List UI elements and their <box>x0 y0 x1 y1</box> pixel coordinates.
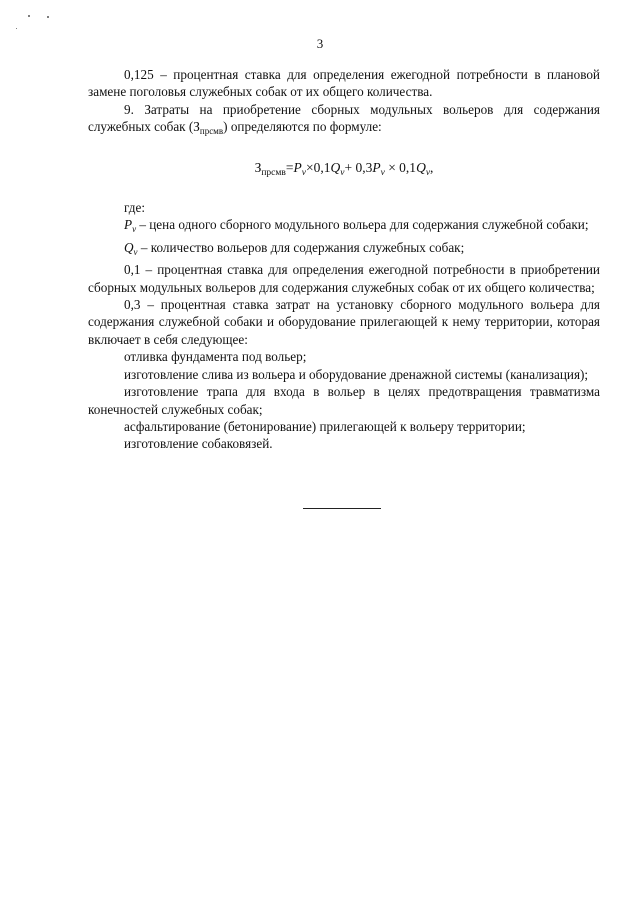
formula-q2-subscript: v <box>425 167 431 178</box>
paragraph-item-9 <box>88 101 600 141</box>
formula-q: Q <box>330 159 341 175</box>
formula-p-subscript: v <box>301 167 306 178</box>
formula-mult: ×0,1 <box>306 159 331 175</box>
definition-pv-letter: P <box>124 217 133 233</box>
scan-speck <box>47 16 49 18</box>
list-item-paving: асфальтирование (бетонирование) прилегающей к вольеру территории; <box>124 418 526 434</box>
formula-lhs: З <box>254 159 262 175</box>
list-item-tethers: изготовление собаковязей. <box>124 436 273 452</box>
formula-p2: P <box>372 159 381 175</box>
formula-lhs-subscript: прсмв <box>261 167 286 178</box>
definition-qv-letter: Q <box>124 239 134 255</box>
formula <box>88 159 600 182</box>
definition-qv-text: – количество вольеров для содержания служебных собак; <box>137 239 465 255</box>
formula-q2: Q <box>416 159 426 175</box>
definition-qv-subscript: v <box>133 246 138 257</box>
definition-rate-03: 0,3 – процентная ставка затрат на установку сборного модульного вольера для содержания служебной собаки и оборудование прилегающей к нему территории, которая включает в себя следующее: <box>88 297 600 347</box>
formula-equals: = <box>285 159 294 175</box>
formula-plus: + 0,3 <box>344 159 373 175</box>
list-item-drainage: изготовление слива из вольера и оборудование дренажной системы (канализация); <box>124 366 589 382</box>
definition-qv <box>88 239 600 261</box>
formula-p2-subscript: v <box>380 167 385 178</box>
scan-speck <box>16 28 17 29</box>
definition-pv-variable <box>124 217 137 235</box>
paragraph-item-9-text-end: ) определяются по формуле: <box>223 119 382 135</box>
definition-qv-variable <box>124 240 138 255</box>
definition-pv-subscript: v <box>132 224 137 235</box>
scan-speck <box>28 15 30 17</box>
definition-pv-text: – цена одного сборного модульного вольера для содержания служебной собаки; <box>136 217 589 233</box>
formula-end: , <box>430 159 434 175</box>
formula-mult2: × 0,1 <box>384 159 417 175</box>
document-body <box>88 66 600 453</box>
where-label: где: <box>124 200 145 216</box>
paragraph-item-9-subscript: прсмв <box>199 126 224 137</box>
list-item-foundation: отливка фундамента под вольер; <box>124 349 307 365</box>
page-number: 3 <box>316 36 324 51</box>
definition-pv <box>88 216 600 238</box>
formula-p: P <box>293 159 302 175</box>
end-rule <box>303 508 381 509</box>
paragraph-rate-0125: 0,125 – процентная ставка для определения ежегодной потребности в плановой замене поголовья служебных собак от их общего количества. <box>88 67 600 100</box>
list-item-ramp: изготовление трапа для входа в вольер в целях предотвращения травматизма конечностей служебных собак; <box>88 384 600 417</box>
paragraph-item-9-text: 9. Затраты на приобретение сборных модульных вольеров для содержания служебных собак (З <box>88 101 600 135</box>
definition-rate-01: 0,1 – процентная ставка для определения ежегодной потребности в приобретении сборных модульных вольеров для содержания служебных собак от их общего количества; <box>88 262 600 295</box>
formula-q-subscript: v <box>340 167 345 178</box>
